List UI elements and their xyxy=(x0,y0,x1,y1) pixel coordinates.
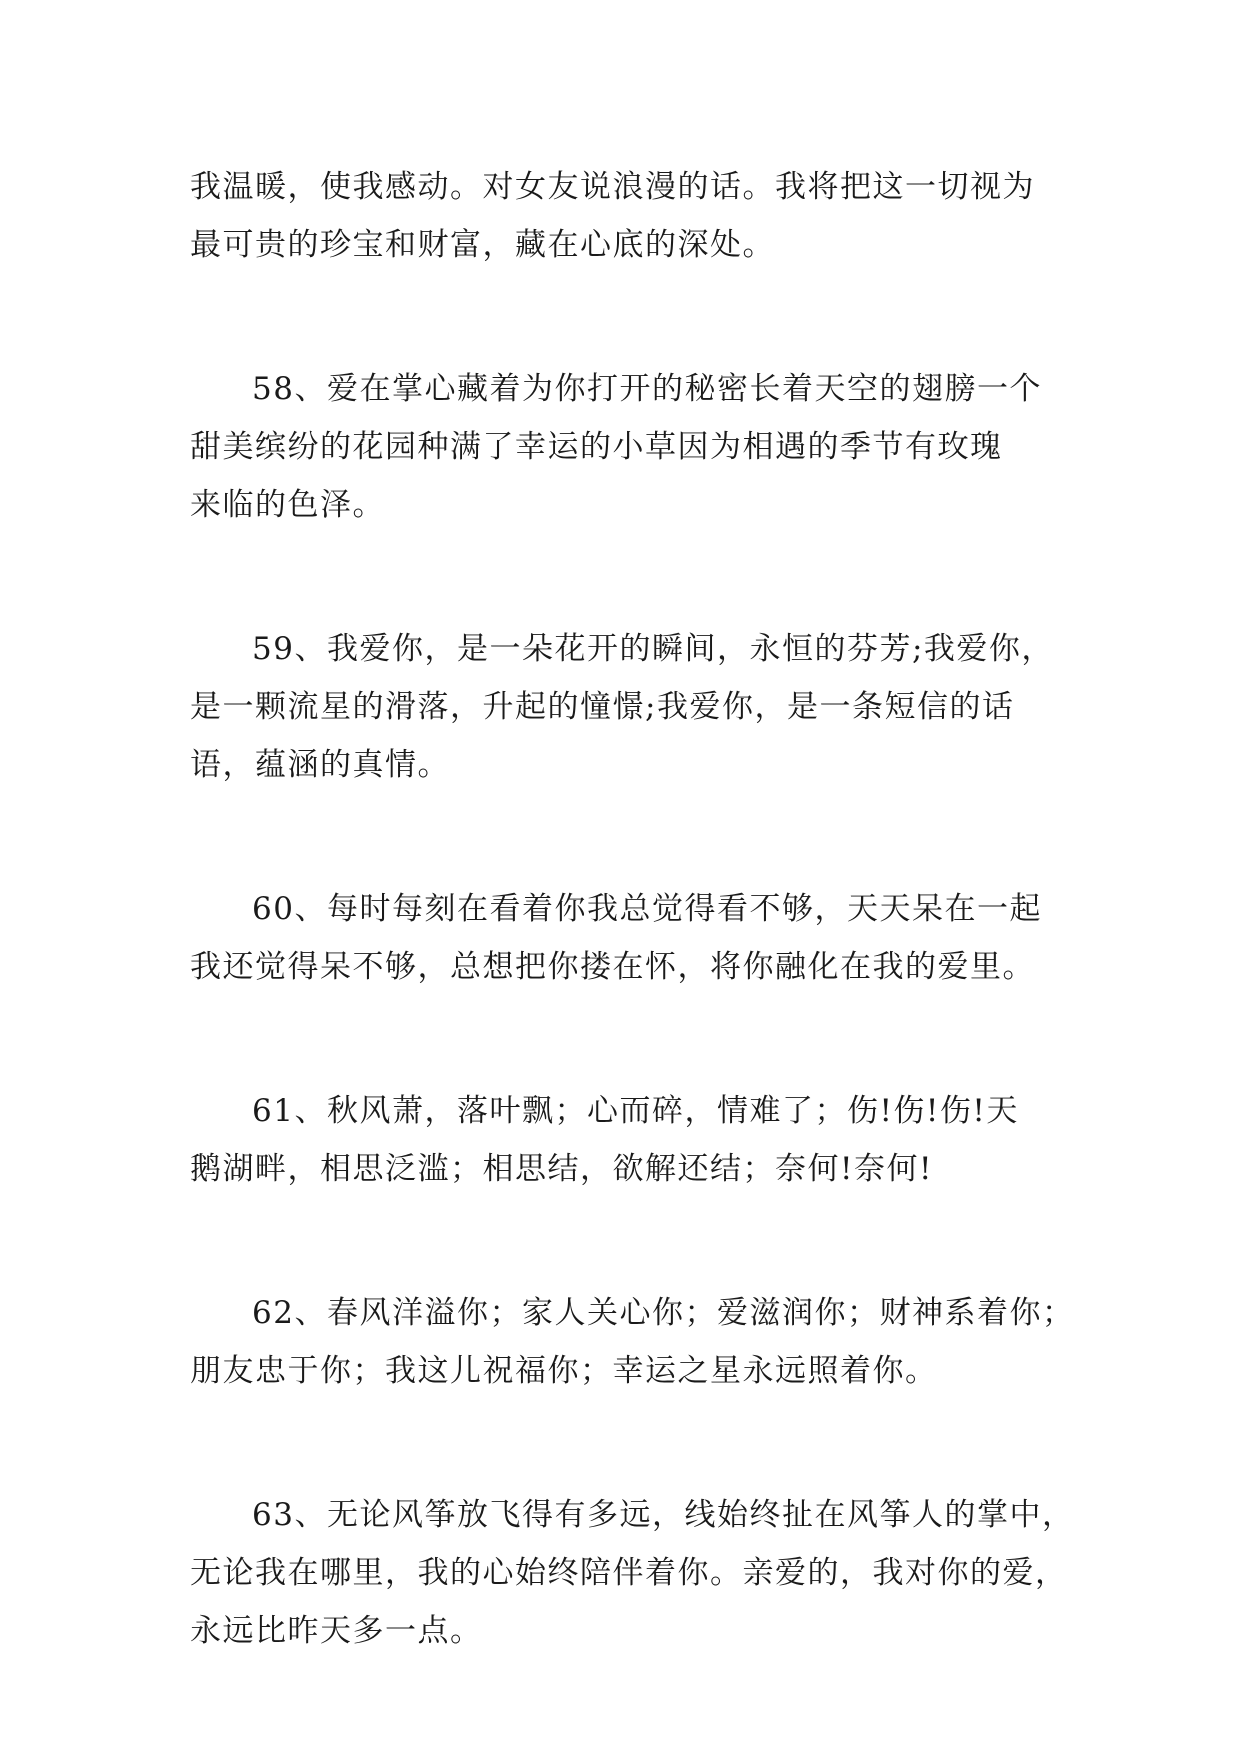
paragraph-58 xyxy=(190,360,1070,534)
paragraph-61 xyxy=(190,1082,1070,1198)
paragraph-60 xyxy=(190,880,1070,996)
text-line: 63、无论风筝放飞得有多远，线始终扯在风筝人的掌中， xyxy=(252,1497,1075,1533)
text-line: 62、春风洋溢你；家人关心你；爱滋润你；财神系着你； xyxy=(252,1295,1075,1331)
text-line: 61、秋风萧，落叶飘；心而碎，情难了；伤!伤!伤!天 xyxy=(252,1093,1019,1129)
document-body xyxy=(190,158,1075,1660)
paragraph-63 xyxy=(190,1486,1075,1660)
text-line: 永远比昨天多一点。 xyxy=(190,1613,483,1649)
paragraph-continuation xyxy=(190,158,1070,274)
text-line: 我温暖，使我感动。对女友说浪漫的话。我将把这一切视为 xyxy=(190,169,1035,205)
text-line: 我还觉得呆不够，总想把你搂在怀，将你融化在我的爱里。 xyxy=(190,949,1035,985)
text-line: 朋友忠于你；我这儿祝福你；幸运之星永远照着你。 xyxy=(190,1353,938,1389)
text-line: 甜美缤纷的花园种满了幸运的小草因为相遇的季节有玫瑰 xyxy=(190,429,1003,465)
text-line: 59、我爱你，是一朵花开的瞬间，永恒的芬芳;我爱你， xyxy=(252,631,1054,667)
text-line: 无论我在哪里，我的心始终陪伴着你。亲爱的，我对你的爱， xyxy=(190,1555,1068,1591)
paragraph-62 xyxy=(190,1284,1075,1400)
text-line: 最可贵的珍宝和财富，藏在心底的深处。 xyxy=(190,227,775,263)
text-line: 是一颗流星的滑落，升起的憧憬;我爱你，是一条短信的话 xyxy=(190,689,1015,725)
text-line: 60、每时每刻在看着你我总觉得看不够，天天呆在一起 xyxy=(252,891,1042,927)
text-line: 来临的色泽。 xyxy=(190,487,385,523)
paragraph-59 xyxy=(190,620,1070,794)
text-line: 鹅湖畔，相思泛滥；相思结，欲解还结；奈何!奈何! xyxy=(190,1151,933,1187)
text-line: 语，蕴涵的真情。 xyxy=(190,747,450,783)
text-line: 58、爱在掌心藏着为你打开的秘密长着天空的翅膀一个 xyxy=(252,371,1042,407)
